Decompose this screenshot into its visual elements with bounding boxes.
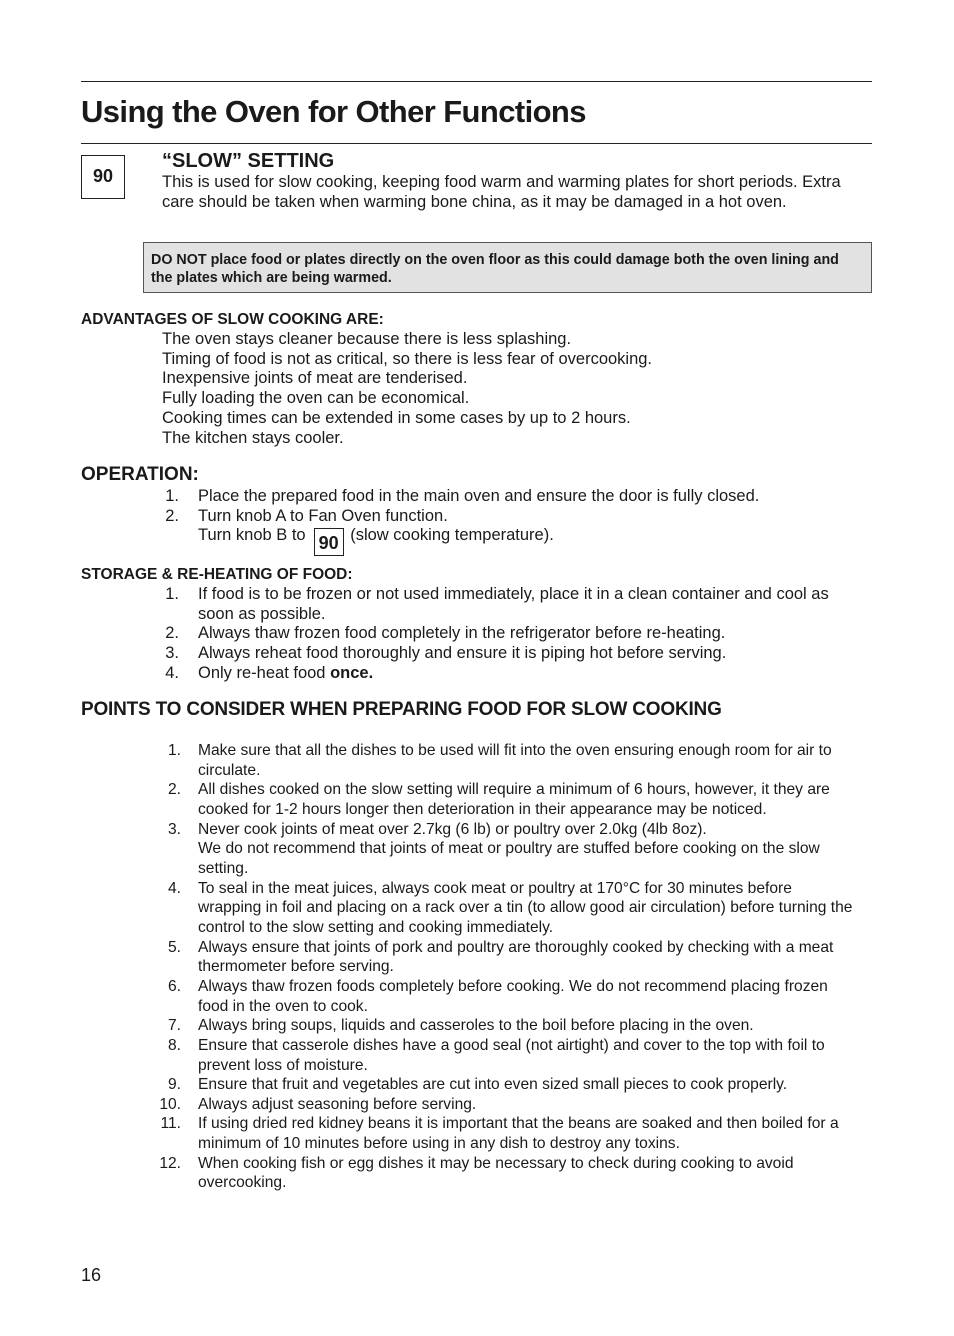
item-text: Always reheat food thoroughly and ensure it is piping hot before serving. bbox=[198, 644, 727, 663]
item-number: 10. bbox=[159, 1095, 181, 1113]
list-item: Cooking times can be extended in some cases by up to 2 hours. bbox=[162, 408, 631, 427]
item-number: 4. bbox=[165, 663, 179, 682]
list-item: Timing of food is not as critical, so there is less fear of overcooking. bbox=[162, 349, 653, 368]
item-number: 6. bbox=[167, 977, 181, 995]
item-text: When cooking fish or egg dishes it may be necessary to check during cooking to avoid overcooking. bbox=[198, 1154, 794, 1192]
item-number: 5. bbox=[167, 938, 181, 956]
item-number: 2. bbox=[167, 781, 181, 799]
list-item bbox=[155, 1036, 855, 1075]
item-text: Never cook joints of meat over 2.7kg (6 lb) or poultry over 2.0kg (4lb 8oz). bbox=[198, 820, 707, 838]
item-text-continued: We do not recommend that joints of meat or poultry are stuffed before cooking on the slow setting. bbox=[198, 840, 820, 877]
list-item: The oven stays cleaner because there is less splashing. bbox=[162, 330, 572, 348]
title-rule bbox=[81, 143, 872, 144]
item-number: 8. bbox=[167, 1036, 181, 1054]
top-rule bbox=[81, 81, 872, 82]
list-item bbox=[155, 1114, 855, 1153]
item-text: Always adjust seasoning before serving. bbox=[198, 1095, 477, 1113]
item-text: Ensure that casserole dishes have a good seal (not airtight) and cover to the top with foil to prevent loss of moisture. bbox=[198, 1036, 825, 1074]
list-item: Fully loading the oven can be economical. bbox=[162, 389, 470, 408]
list-item bbox=[161, 664, 841, 684]
item-text: Always thaw frozen foods completely before cooking. We do not recommend placing frozen food in the oven to cook. bbox=[198, 977, 828, 1015]
item-number: 3. bbox=[165, 644, 179, 663]
item-number: 2. bbox=[165, 506, 179, 525]
item-number: 7. bbox=[167, 1017, 181, 1035]
list-item: The kitchen stays cooler. bbox=[162, 428, 344, 447]
item-text: Always thaw frozen food completely in the refrigerator before re-heating. bbox=[198, 624, 726, 643]
storage-list bbox=[161, 585, 841, 684]
item-text: Always ensure that joints of pork and poultry are thoroughly cooked by checking with a meat thermometer before serving. bbox=[198, 938, 834, 976]
item-text: All dishes cooked on the slow setting will require a minimum of 6 hours, however, it they are cooked for 1-2 hours longer then deterioration in their appearance may be noticed. bbox=[198, 781, 830, 818]
list-item bbox=[155, 1095, 855, 1115]
item-number: 3. bbox=[167, 820, 181, 838]
item-number: 12. bbox=[159, 1154, 181, 1172]
list-item bbox=[155, 741, 855, 780]
points-list bbox=[155, 741, 855, 1193]
list-item bbox=[161, 644, 841, 664]
list-item bbox=[161, 507, 841, 557]
storage-heading: STORAGE & RE-HEATING OF FOOD: bbox=[81, 566, 353, 583]
list-item: Inexpensive joints of meat are tenderised. bbox=[162, 369, 468, 388]
operation-heading: OPERATION: bbox=[81, 464, 199, 485]
item-number: 1. bbox=[165, 585, 179, 603]
slow-setting-description: This is used for slow cooking, keeping food warm and warming plates for short periods. Extra care should be taken when warming bone china, as it may be damaged in a hot oven. bbox=[162, 173, 841, 211]
item-number: 11. bbox=[160, 1115, 181, 1133]
item-number: 2. bbox=[165, 624, 179, 643]
list-item bbox=[161, 585, 841, 624]
item-text: To seal in the meat juices, always cook meat or poultry at 170°C for 30 minutes before wrapping in foil and placing on a rack over a tin (to allow good air circulation) before turning the control to the slow setting and cooking immediately. bbox=[198, 879, 853, 936]
slow-setting-symbol-inline: 90 bbox=[314, 528, 344, 556]
list-item bbox=[155, 879, 855, 938]
list-item bbox=[155, 1154, 855, 1193]
item-text: If using dried red kidney beans it is important that the beans are soaked and then boiled for a minimum of 10 minutes before using in any dish to destroy any toxins. bbox=[198, 1115, 839, 1153]
item-text: Ensure that fruit and vegetables are cut into even sized small pieces to cook properly. bbox=[198, 1076, 788, 1094]
item-text: Make sure that all the dishes to be used will fit into the oven ensuring enough room for air to circulate. bbox=[198, 742, 832, 779]
list-item bbox=[155, 1075, 855, 1095]
advantages-list bbox=[162, 330, 862, 448]
item-text: Turn knob A to Fan Oven function. bbox=[198, 506, 448, 525]
item-text: If food is to be frozen or not used immediately, place it in a clean container and cool as soon as possible. bbox=[198, 585, 829, 623]
warning-box: DO NOT place food or plates directly on the oven floor as this could damage both the oven lining and the plates which are being warmed. bbox=[143, 242, 872, 293]
emphasis-text: once. bbox=[330, 663, 374, 682]
item-number: 4. bbox=[167, 879, 181, 897]
page-title: Using the Oven for Other Functions bbox=[81, 94, 586, 129]
operation-list bbox=[161, 487, 841, 556]
list-item bbox=[161, 487, 841, 507]
list-item bbox=[155, 977, 855, 1016]
knob-b-prefix: Turn knob B to bbox=[198, 526, 306, 545]
item-number: 9. bbox=[167, 1076, 181, 1094]
list-item bbox=[155, 938, 855, 977]
item-text: Only re-heat food bbox=[198, 663, 326, 682]
knob-b-suffix: (slow cooking temperature). bbox=[350, 526, 554, 545]
list-item bbox=[155, 780, 855, 819]
page-number: 16 bbox=[81, 1265, 102, 1285]
slow-setting-heading: “SLOW” SETTING bbox=[162, 150, 335, 172]
slow-setting-symbol: 90 bbox=[81, 155, 125, 199]
list-item bbox=[155, 1016, 855, 1036]
item-number: 1. bbox=[167, 742, 181, 759]
item-text: Place the prepared food in the main oven and ensure the door is fully closed. bbox=[198, 487, 760, 505]
item-number: 1. bbox=[165, 487, 179, 505]
item-text: Always bring soups, liquids and casseroles to the boil before placing in the oven. bbox=[198, 1017, 754, 1035]
advantages-heading: ADVANTAGES OF SLOW COOKING ARE: bbox=[81, 311, 384, 328]
list-item bbox=[161, 624, 841, 644]
list-item bbox=[155, 820, 855, 879]
points-heading: POINTS TO CONSIDER WHEN PREPARING FOOD FOR SLOW COOKING bbox=[81, 699, 722, 720]
